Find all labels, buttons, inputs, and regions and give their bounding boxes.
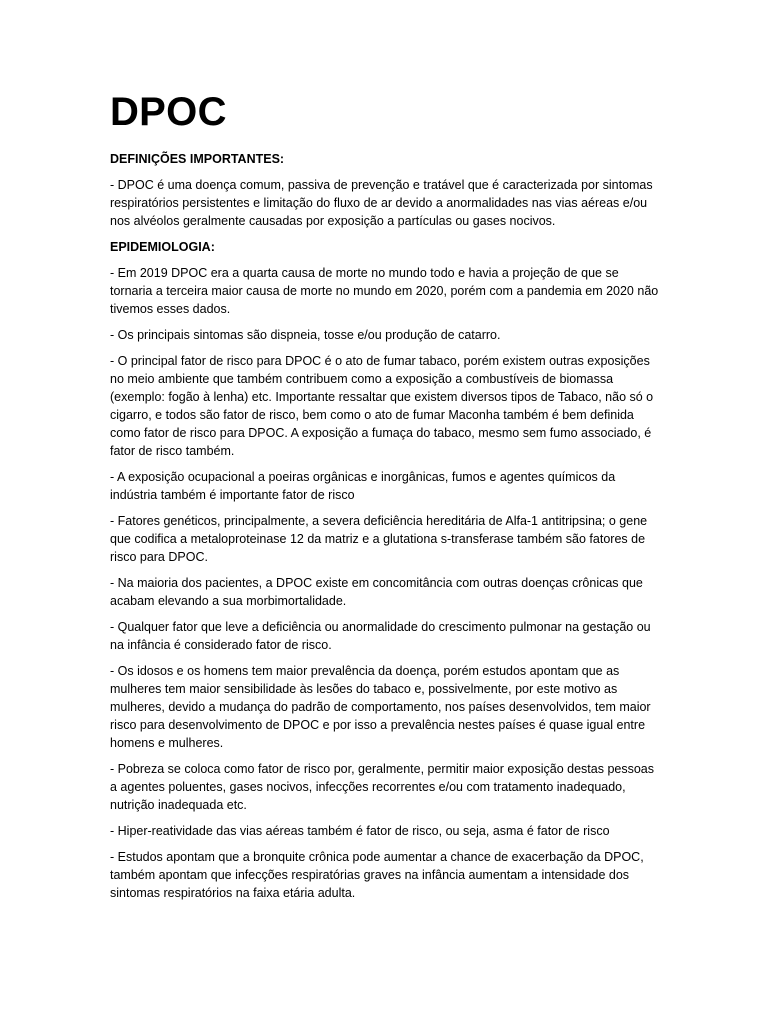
paragraph: - A exposição ocupacional a poeiras orgânicas e inorgânicas, fumos e agentes químicos da indústria também é importante fator de risco [110, 470, 616, 502]
paragraph: - DPOC é uma doença comum, passiva de prevenção e tratável que é caracterizada por sintomas respiratórios persistentes e limitação do fluxo de ar devido a anormalidades nas vias aéreas e/ou nos alvéolos geralmente causadas por exposição a partículas ou gases nocivos. [110, 178, 653, 228]
section-heading-definitions: DEFINIÇÕES IMPORTANTES: [110, 152, 285, 166]
paragraph: - Fatores genéticos, principalmente, a severa deficiência hereditária de Alfa-1 antitripsina; o gene que codifica a metaloproteinase 12 da matriz e a glutationa s-transferase também são fatores de risco para DPOC. [110, 514, 648, 564]
paragraph: - Em 2019 DPOC era a quarta causa de morte no mundo todo e havia a projeção de que se tornaria a terceira maior causa de morte no mundo em 2020, porém com a pandemia em 2020 não tivemos esses dados. [110, 266, 659, 316]
paragraph: - Hiper-reatividade das vias aéreas também é fator de risco, ou seja, asma é fator de risco [110, 824, 610, 838]
paragraph: - Estudos apontam que a bronquite crônica pode aumentar a chance de exacerbação da DPOC, também apontam que infecções respiratórias graves na infância aumentam a intensidade dos sintomas respiratórios na faixa etária adulta. [110, 850, 644, 900]
document-title: DPOC [110, 90, 227, 134]
paragraph: - Os principais sintomas são dispneia, tosse e/ou produção de catarro. [110, 328, 501, 342]
document-page [110, 88, 660, 910]
paragraph: - Qualquer fator que leve a deficiência ou anormalidade do crescimento pulmonar na gestação ou na infância é considerado fator de risco. [110, 620, 651, 652]
paragraph: - Na maioria dos pacientes, a DPOC existe em concomitância com outras doenças crônicas que acabam elevando a sua morbimortalidade. [110, 576, 643, 608]
paragraph: - O principal fator de risco para DPOC é o ato de fumar tabaco, porém existem outras exposições no meio ambiente que também contribuem como a exposição a combustíveis de biomassa (exemplo: fogão à lenha) etc. Importante ressaltar que existem diversos tipos de Tabaco, não só o cigarro, e todos são fator de risco, bem como o ato de fumar Maconha também é bem definida como fator de risco para DPOC. A exposição a fumaça do tabaco, mesmo sem fumo associado, é fator de risco também. [110, 354, 654, 458]
paragraph: - Pobreza se coloca como fator de risco por, geralmente, permitir maior exposição destas pessoas a agentes poluentes, gases nocivos, infecções recorrentes e/ou com tratamento inadequado, nutrição inadequada etc. [110, 762, 655, 812]
paragraph: - Os idosos e os homens tem maior prevalência da doença, porém estudos apontam que as mulheres tem maior sensibilidade às lesões do tabaco e, possivelmente, por este motivo as mulheres, devido a mudança do padrão de comportamento, nos países desenvolvidos, tem maior risco para desenvolvimento de DPOC e por isso a prevalência nestes países é quase igual entre homens e mulheres. [110, 664, 651, 750]
section-heading-epidemiology: EPIDEMIOLOGIA: [110, 240, 215, 254]
